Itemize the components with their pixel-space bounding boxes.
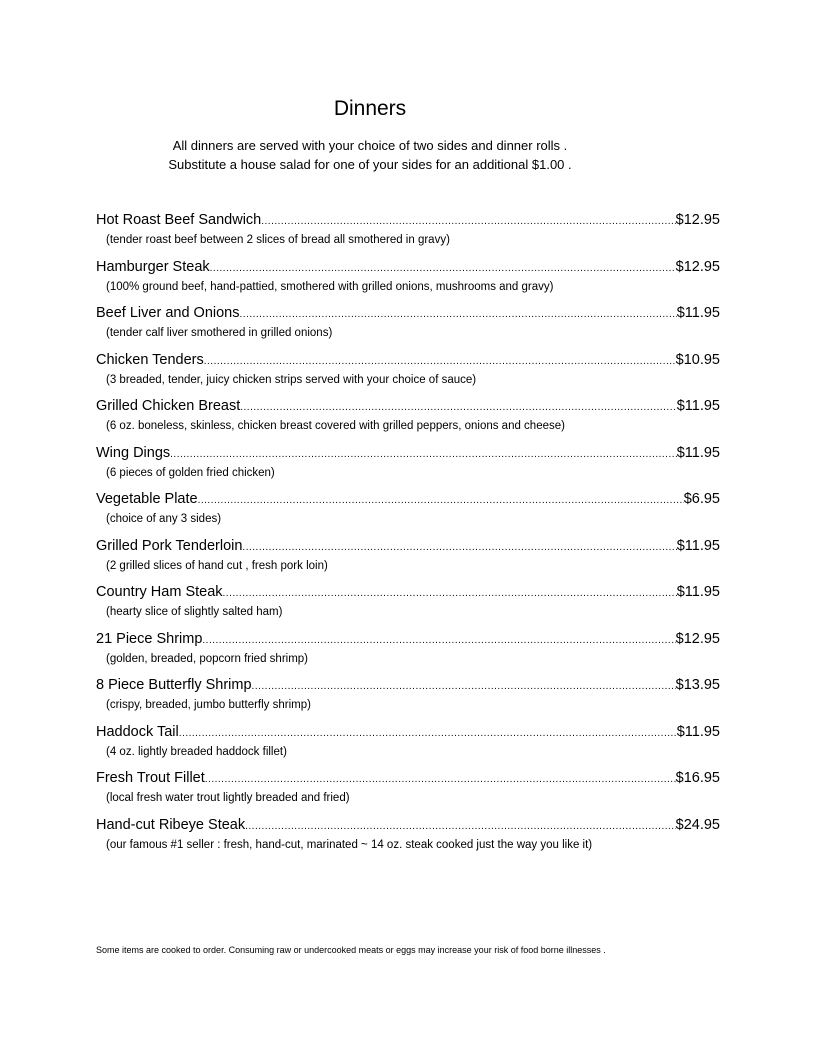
menu-item xyxy=(96,445,720,492)
dot-leader xyxy=(170,449,677,460)
item-price: $10.95 xyxy=(675,351,720,368)
item-description: (crispy, breaded, jumbo butterfly shrimp) xyxy=(106,699,311,711)
dot-leader xyxy=(198,495,684,506)
menu-item xyxy=(96,259,720,306)
item-description: (100% ground beef, hand-pattied, smothered with grilled onions, mushrooms and gravy) xyxy=(106,280,554,293)
item-description: (4 oz. lightly breaded haddock fillet) xyxy=(106,745,287,758)
item-name: Hamburger Steak xyxy=(96,258,210,275)
item-name: Grilled Chicken Breast xyxy=(96,398,241,414)
item-name: Hand-cut Ribeye Steak xyxy=(96,816,246,833)
food-safety-note: Some items are cooked to order. Consuming raw or undercooked meats or eggs may increase your risk of food borne illnesses . xyxy=(96,945,606,955)
menu-item xyxy=(96,724,720,771)
menu-item xyxy=(96,212,720,259)
menu-item xyxy=(96,677,720,724)
item-price: $12.95 xyxy=(675,630,720,647)
page-title: Dinners xyxy=(333,97,407,120)
dot-leader xyxy=(204,356,676,367)
item-description: (6 oz. boneless, skinless, chicken breast covered with grilled peppers, onions and cheese) xyxy=(106,420,565,432)
item-price: $11.95 xyxy=(676,444,720,461)
menu-item xyxy=(96,631,720,678)
intro-line-salad: Substitute a house salad for one of your sides for an additional $1.00 . xyxy=(168,157,572,172)
item-name: Fresh Trout Fillet xyxy=(96,770,205,786)
item-price: $11.95 xyxy=(676,398,720,414)
menu-item xyxy=(96,538,720,585)
item-description: (local fresh water trout lightly breaded and fried) xyxy=(106,792,350,804)
item-price: $11.95 xyxy=(676,723,720,740)
dot-leader xyxy=(202,635,675,646)
dot-leader xyxy=(240,402,676,413)
menu-list xyxy=(96,212,720,863)
item-price: $11.95 xyxy=(676,305,720,321)
item-description: (hearty slice of slightly salted ham) xyxy=(106,606,283,618)
item-description: (3 breaded, tender, juicy chicken strips served with your choice of sauce) xyxy=(106,373,477,386)
item-price: $12.95 xyxy=(675,258,720,275)
menu-item xyxy=(96,584,720,631)
menu-item xyxy=(96,352,720,399)
menu-item xyxy=(96,491,720,538)
menu-item xyxy=(96,398,720,445)
dot-leader xyxy=(205,774,676,785)
dot-leader xyxy=(261,216,675,227)
dot-leader xyxy=(239,309,676,320)
menu-item xyxy=(96,817,720,864)
item-price: $16.95 xyxy=(675,770,720,786)
menu-item xyxy=(96,305,720,352)
item-description: (tender calf liver smothered in grilled onions) xyxy=(106,327,333,339)
item-price: $12.95 xyxy=(675,212,720,228)
item-description: (choice of any 3 sides) xyxy=(106,513,222,525)
intro-line-sides: All dinners are served with your choice of two sides and dinner rolls . xyxy=(172,138,568,153)
dot-leader xyxy=(210,263,676,274)
item-name: Beef Liver and Onions xyxy=(96,305,240,321)
item-description: (golden, breaded, popcorn fried shrimp) xyxy=(106,652,309,665)
item-name: 21 Piece Shrimp xyxy=(96,630,203,647)
item-description: (2 grilled slices of hand cut , fresh pork loin) xyxy=(106,559,328,572)
item-name: Hot Roast Beef Sandwich xyxy=(96,212,262,228)
dot-leader xyxy=(179,728,677,739)
item-name: Haddock Tail xyxy=(96,723,179,740)
item-description: (tender roast beef between 2 slices of bread all smothered in gravy) xyxy=(106,234,450,246)
dot-leader xyxy=(245,821,676,832)
item-name: Grilled Pork Tenderloin xyxy=(96,537,243,554)
item-price: $13.95 xyxy=(675,677,720,693)
item-description: (our famous #1 seller : fresh, hand-cut, marinated ~ 14 oz. steak cooked just the way you like it) xyxy=(106,838,593,851)
dot-leader xyxy=(223,588,677,599)
item-name: Country Ham Steak xyxy=(96,584,223,600)
item-name: 8 Piece Butterfly Shrimp xyxy=(96,677,252,693)
dot-leader xyxy=(252,681,676,692)
item-price: $11.95 xyxy=(676,584,720,600)
menu-item xyxy=(96,770,720,817)
item-name: Vegetable Plate xyxy=(96,491,198,507)
item-name: Wing Dings xyxy=(96,444,171,461)
item-price: $24.95 xyxy=(675,816,720,833)
item-price: $6.95 xyxy=(683,491,720,507)
item-description: (6 pieces of golden fried chicken) xyxy=(106,466,275,479)
intro-text xyxy=(0,136,740,174)
item-price: $11.95 xyxy=(676,537,720,554)
dot-leader xyxy=(242,542,676,553)
item-name: Chicken Tenders xyxy=(96,351,204,368)
